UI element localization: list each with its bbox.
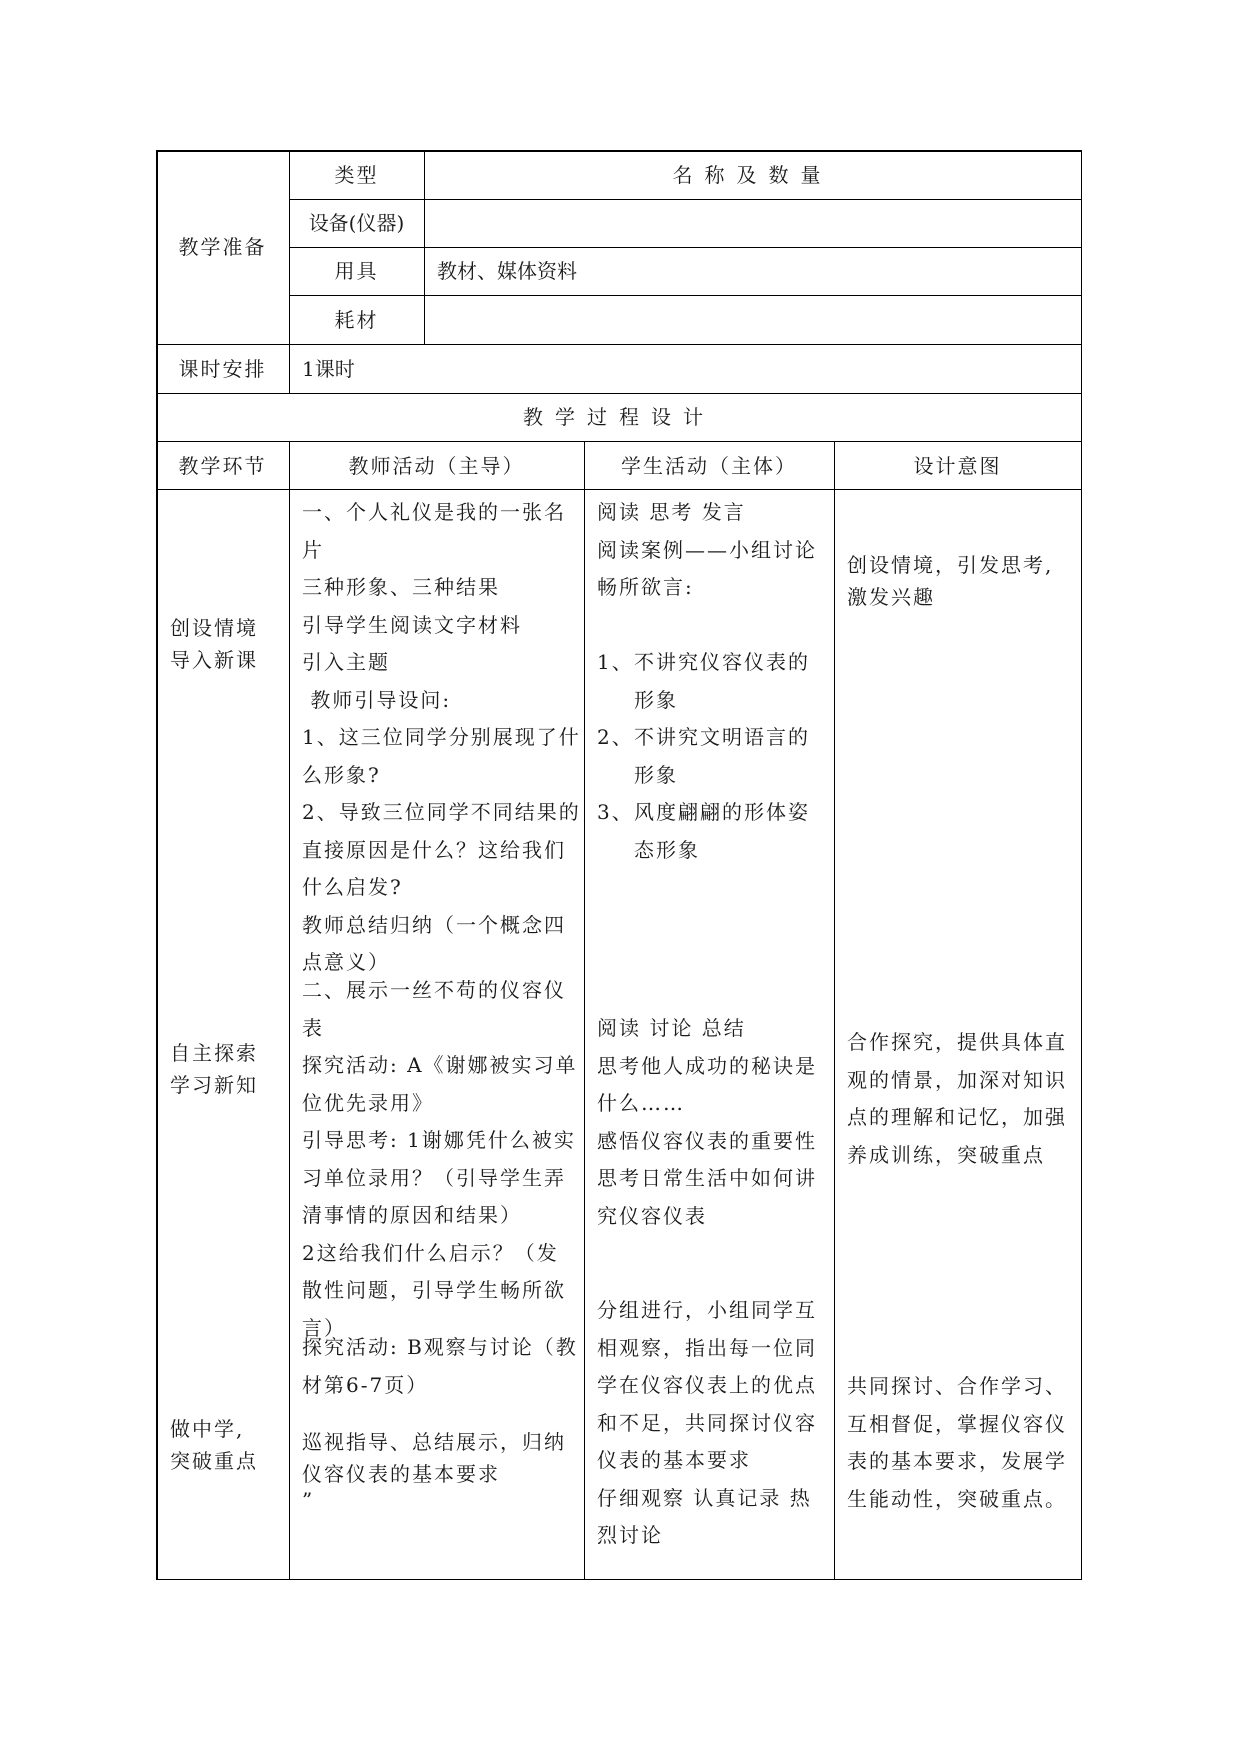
prep-row-type-tools: 用具	[334, 259, 379, 283]
intent-block-2	[847, 1024, 1067, 1174]
teacher-line: 什么启发?	[302, 875, 403, 899]
student-block-3	[597, 1292, 817, 1555]
teacher-block-1	[302, 494, 581, 982]
schedule-value: 1课时	[302, 357, 355, 381]
intent-line: 观的情景，加深对知识	[847, 1067, 1067, 1092]
student-line: 相观察，指出每一位同	[597, 1335, 817, 1360]
intent-line: 互相督促，掌握仪容仪	[847, 1411, 1067, 1436]
header-design-intent: 设计意图	[913, 454, 1002, 478]
student-list-text: 态形象	[634, 837, 700, 862]
teacher-line: 引入主题	[302, 650, 390, 674]
lesson-plan-table	[156, 150, 1082, 1580]
prep-type-header: 类型	[334, 163, 379, 187]
intent-line: 激发兴趣	[847, 585, 935, 609]
prep-name-header: 名称及数量	[672, 163, 833, 187]
teacher-line: 引导思考: 1谢娜凭什么被实	[302, 1128, 576, 1152]
student-line: 阅读 思考 发言	[597, 500, 746, 524]
teacher-block-2	[302, 972, 578, 1347]
table-border	[156, 1579, 1082, 1581]
teacher-line: 片	[302, 537, 324, 562]
table-divider	[156, 393, 1082, 394]
table-divider	[289, 295, 1081, 296]
teacher-line: 探究活动: B观察与讨论（教	[302, 1335, 578, 1359]
teacher-line: 点意义）	[302, 950, 390, 974]
teacher-line: 言）	[302, 1315, 346, 1340]
stage-2-line-1: 自主探索	[170, 1041, 258, 1065]
table-divider	[156, 441, 1082, 442]
intent-line: 生能动性，突破重点。	[847, 1486, 1067, 1511]
teacher-block-3	[302, 1329, 578, 1404]
intent-line: 养成训练，突破重点	[847, 1142, 1045, 1167]
intent-block-3	[847, 1368, 1067, 1518]
student-line: 什么……	[597, 1091, 685, 1115]
table-divider	[834, 441, 835, 1580]
teacher-line: 么形象?	[302, 762, 381, 787]
teacher-line: 直接原因是什么？这给我们	[302, 837, 566, 862]
teacher-line: 二、展示一丝不苟的仪容仪	[302, 978, 566, 1002]
table-border	[1081, 150, 1083, 1580]
teacher-line: ”	[302, 1488, 315, 1512]
student-list-text: 不讲究仪容仪表的	[634, 650, 810, 674]
student-list-number: 1、	[597, 650, 634, 674]
teacher-line: 三种形象、三种结果	[302, 575, 500, 599]
student-line: 思考他人成功的秘诀是	[597, 1053, 817, 1078]
table-divider	[289, 344, 290, 393]
table-divider	[156, 344, 1082, 345]
intent-line: 创设情境，引发思考,	[847, 553, 1054, 577]
teacher-line: 材第6-7页）	[302, 1372, 429, 1397]
teacher-line: 2、导致三位同学不同结果的	[302, 800, 581, 824]
teacher-block-4	[302, 1426, 566, 1510]
teacher-line: 2这给我们什么启示？（发	[302, 1240, 559, 1265]
table-divider	[289, 441, 290, 1580]
teacher-line: 仪容仪表的基本要求	[302, 1462, 500, 1486]
teacher-line: 清事情的原因和结果）	[302, 1203, 522, 1227]
stage-2	[170, 1037, 258, 1101]
student-line: 分组进行，小组同学互	[597, 1298, 817, 1322]
header-teacher-activity: 教师活动（主导）	[348, 454, 525, 478]
stage-1-line-1: 创设情境	[170, 616, 258, 640]
teacher-line: 引导学生阅读文字材料	[302, 612, 522, 637]
prep-label: 教学准备	[178, 235, 267, 259]
student-list-text: 形象	[634, 687, 678, 712]
intent-line: 表的基本要求，发展学	[847, 1449, 1067, 1473]
teacher-line: 探究活动: A《谢娜被实习单	[302, 1053, 578, 1077]
student-list-number: 2、	[597, 725, 634, 749]
student-block-1	[597, 494, 817, 607]
teacher-line: 教师总结归纳（一个概念四	[302, 912, 566, 937]
student-line: 阅读案例——小组讨论	[597, 537, 817, 562]
student-line: 仪表的基本要求	[597, 1448, 751, 1472]
process-title: 教学过程设计	[523, 405, 715, 429]
student-line: 仔细观察 认真记录 热	[597, 1485, 812, 1510]
student-line: 和不足，共同探讨仪容	[597, 1410, 817, 1435]
student-list-text: 风度翩翩的形体姿	[634, 800, 810, 824]
student-line: 思考日常生活中如何讲	[597, 1166, 817, 1190]
student-block-2	[597, 1010, 817, 1235]
stage-3-line-1: 做中学,	[170, 1417, 245, 1441]
teacher-line: 习单位录用？（引导学生弄	[302, 1165, 566, 1190]
schedule-label: 课时安排	[178, 357, 267, 381]
student-line: 烈讨论	[597, 1523, 663, 1547]
stage-3	[170, 1413, 258, 1477]
prep-row-type-consumables: 耗材	[334, 308, 379, 332]
teacher-line: 巡视指导、总结展示，归纳	[302, 1430, 566, 1454]
prep-row-value-tools: 教材、媒体资料	[437, 259, 577, 283]
intent-line: 共同探讨、合作学习、	[847, 1374, 1067, 1398]
student-line: 阅读 讨论 总结	[597, 1016, 746, 1040]
stage-2-line-2: 学习新知	[170, 1073, 258, 1097]
student-line: 畅所欲言:	[597, 575, 694, 599]
teacher-line: 教师引导设问:	[302, 687, 452, 712]
prep-row-type-equipment: 设备(仪器)	[308, 211, 405, 235]
student-list-text: 不讲究文明语言的	[634, 725, 810, 749]
student-list-number: 3、	[597, 800, 634, 824]
table-divider	[584, 441, 585, 1580]
header-student-activity: 学生活动（主体）	[621, 454, 797, 478]
student-line: 感悟仪容仪表的重要性	[597, 1128, 817, 1153]
table-border	[156, 150, 1082, 152]
stage-3-line-2: 突破重点	[170, 1449, 258, 1473]
student-line: 究仪容仪表	[597, 1203, 707, 1228]
teacher-line: 1、这三位同学分别展现了什	[302, 725, 581, 749]
teacher-line: 位优先录用》	[302, 1090, 434, 1115]
student-list-text: 形象	[634, 762, 678, 787]
header-stage: 教学环节	[178, 454, 267, 478]
teacher-line: 表	[302, 1015, 324, 1040]
intent-line: 合作探究，提供具体直	[847, 1030, 1067, 1054]
teacher-line: 散性问题，引导学生畅所欲	[302, 1278, 566, 1302]
teacher-line: 一、个人礼仪是我的一张名	[302, 500, 566, 524]
table-divider	[289, 199, 1081, 200]
table-divider	[156, 489, 1082, 490]
student-line: 学在仪容仪表上的优点	[597, 1373, 817, 1397]
intent-block-1	[847, 549, 1053, 613]
table-divider	[289, 247, 1081, 248]
stage-1-line-2: 导入新课	[170, 648, 258, 672]
stage-1	[170, 612, 258, 676]
intent-line: 点的理解和记忆，加强	[847, 1105, 1067, 1129]
